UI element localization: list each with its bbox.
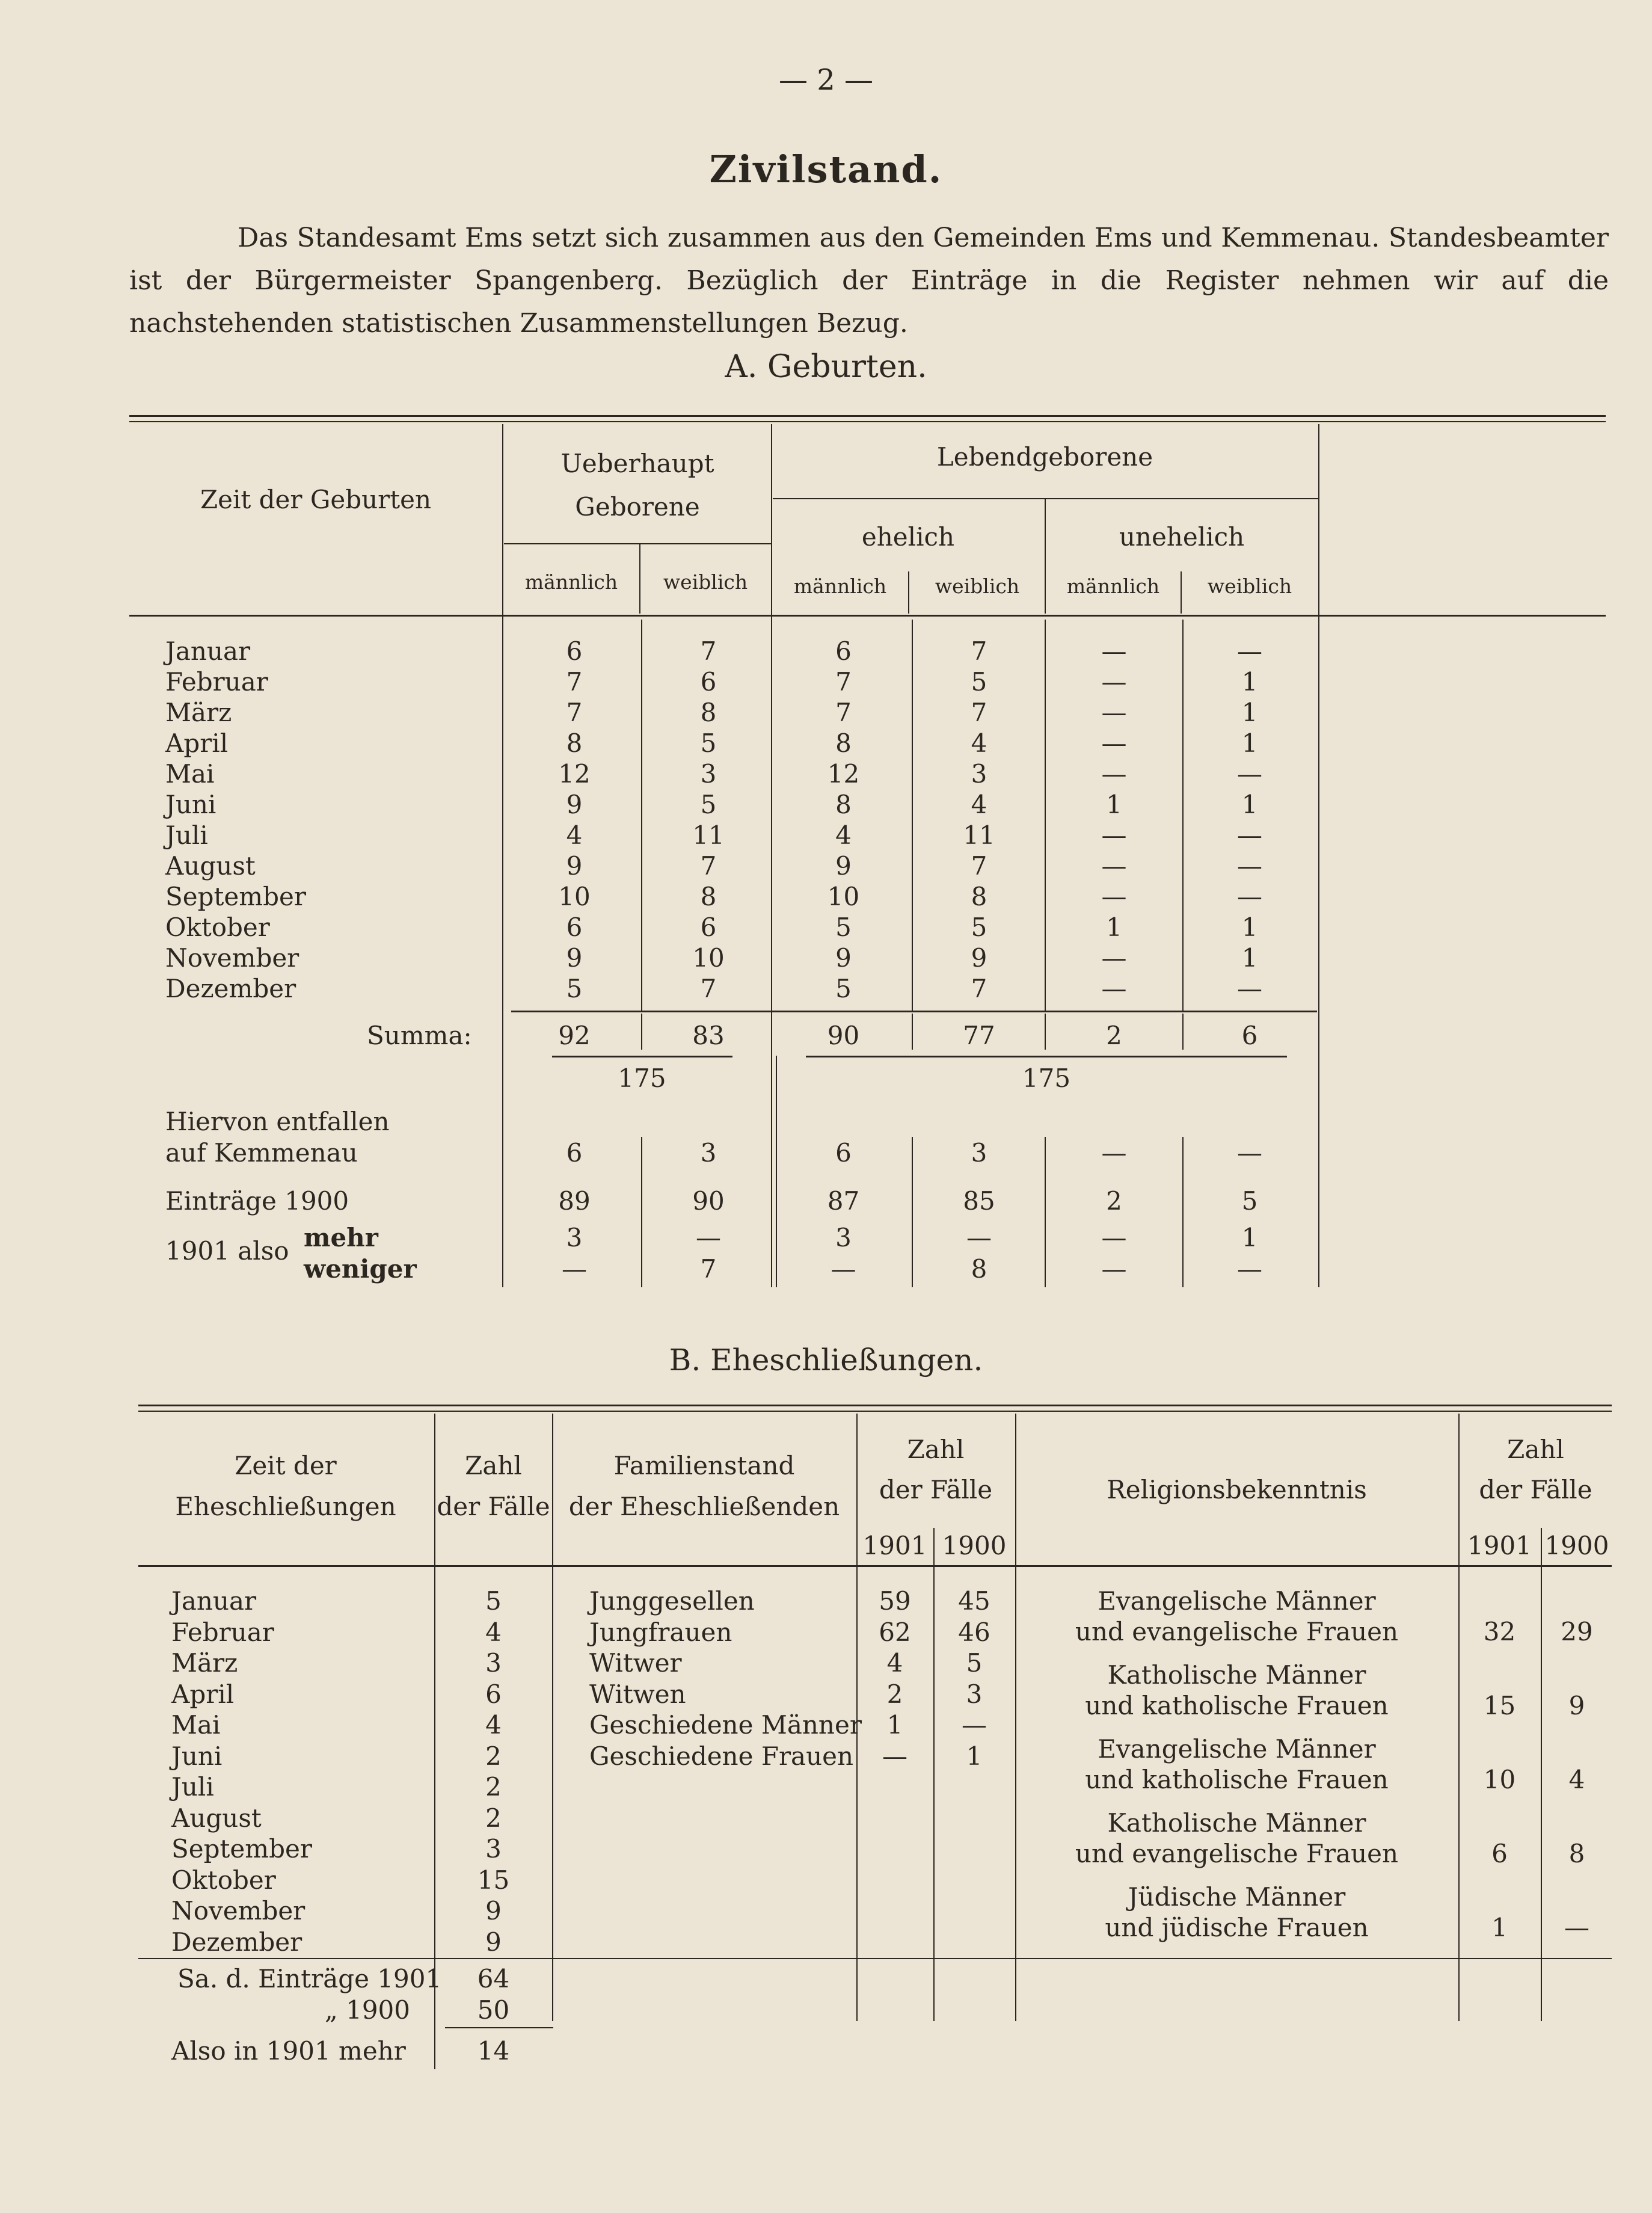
marriage-month-count: 5 [485, 1586, 502, 1616]
family-status-label: Geschiedene Männer [589, 1710, 862, 1740]
religion-count-a: 6 [1491, 1839, 1508, 1868]
births-cell-lm: 8 [835, 790, 852, 819]
births-cell-tf: 7 [700, 851, 717, 881]
column-divider [1318, 424, 1319, 1287]
more-total-female: — [696, 1223, 721, 1252]
entries-1900-label: Einträge 1900 [165, 1186, 349, 1216]
births-month-label: September [165, 882, 306, 911]
religion-label-line2: und katholische Frauen [1085, 1691, 1389, 1720]
marriage-month-count: 6 [485, 1679, 502, 1709]
births-month-label: März [165, 698, 232, 727]
marriage-month-label: August [171, 1803, 262, 1833]
births-cell-lm: 10 [827, 882, 860, 911]
births-cell-tf: 7 [700, 636, 717, 666]
births-cell-uf: — [1237, 636, 1262, 666]
header-count: der Fälle [437, 1492, 550, 1521]
more-illegit-female: 1 [1241, 1223, 1258, 1252]
rule [138, 1405, 1612, 1406]
header-living: Lebendgeborene [936, 442, 1153, 472]
births-cell-um: — [1101, 728, 1127, 758]
rule [773, 498, 1318, 499]
births-month-label: November [165, 943, 299, 973]
births-month-label: April [165, 728, 229, 758]
marriage-month-count: 2 [485, 1803, 502, 1833]
births-cell-lf: 7 [971, 851, 987, 881]
summa-legit-male: 90 [827, 1021, 860, 1050]
births-cell-tm: 4 [566, 820, 583, 850]
births-cell-lm: 7 [835, 698, 852, 727]
births-cell-tf: 10 [692, 943, 725, 973]
births-cell-uf: 1 [1241, 667, 1258, 697]
rule [445, 2027, 553, 2028]
summa-illegit-male: 2 [1106, 1021, 1122, 1050]
column-divider [639, 544, 640, 614]
more-value: 14 [477, 2036, 510, 2066]
births-cell-um: — [1101, 820, 1127, 850]
family-status-count-a: 59 [879, 1586, 911, 1616]
religion-count-a: 1 [1491, 1913, 1508, 1942]
family-status-count-b: — [962, 1710, 987, 1740]
religion-label-line1: Katholische Männer [1107, 1808, 1366, 1838]
births-cell-lm: 5 [835, 913, 852, 942]
kemmenau-total-female: 3 [700, 1138, 717, 1168]
header-male: männlich [524, 570, 618, 594]
religion-label-line2: und evangelische Frauen [1075, 1617, 1399, 1646]
religion-label-line1: Evangelische Männer [1098, 1586, 1376, 1616]
intro-paragraph [129, 217, 1609, 345]
total-living: 175 [1022, 1063, 1071, 1093]
births-cell-um: — [1101, 636, 1127, 666]
summa-label: Summa: [367, 1021, 472, 1050]
e1900-illegit-male: 2 [1106, 1186, 1122, 1216]
marriage-month-count: 15 [477, 1865, 510, 1895]
births-cell-lf: 5 [971, 667, 987, 697]
column-divider [908, 571, 909, 614]
column-divider [502, 424, 503, 1287]
births-cell-um: 1 [1106, 790, 1122, 819]
header-time: Eheschließungen [175, 1492, 396, 1521]
births-cell-lm: 7 [835, 667, 852, 697]
header-time: Zeit der [235, 1451, 337, 1480]
births-cell-uf: — [1237, 882, 1262, 911]
e1900-total-male: 89 [558, 1186, 591, 1216]
brace [552, 1056, 732, 1057]
religion-count-b: 4 [1568, 1765, 1585, 1794]
header-female: weiblich [935, 574, 1020, 598]
marriage-month-label: Juni [171, 1741, 223, 1771]
births-month-label: Mai [165, 759, 215, 789]
family-status-count-b: 5 [966, 1648, 983, 1678]
births-cell-um: — [1101, 974, 1127, 1003]
kemmenau-label: Hiervon entfallen [165, 1107, 390, 1136]
family-status-label: Geschiedene Frauen [589, 1741, 854, 1771]
births-month-label: August [165, 851, 256, 881]
births-cell-tf: 6 [700, 667, 717, 697]
column-divider [1045, 498, 1046, 614]
header-female: weiblich [663, 570, 748, 594]
births-cell-um: — [1101, 851, 1127, 881]
rule [504, 543, 771, 544]
births-cell-lf: 3 [971, 759, 987, 789]
family-status-count-b: 3 [966, 1679, 983, 1709]
births-cell-lm: 9 [835, 943, 852, 973]
births-cell-um: — [1101, 667, 1127, 697]
births-cell-tf: 5 [700, 728, 717, 758]
column-divider [1181, 571, 1182, 614]
births-cell-lf: 5 [971, 913, 987, 942]
kemmenau-label: auf Kemmenau [165, 1138, 358, 1168]
less-total-male: — [562, 1254, 587, 1284]
family-status-count-b: 45 [958, 1586, 990, 1616]
kemmenau-illegit-male: — [1101, 1138, 1127, 1168]
more-total-male: 3 [566, 1223, 583, 1252]
marriage-month-count: 2 [485, 1741, 502, 1771]
header-year-1900: 1900 [1544, 1531, 1609, 1560]
births-cell-uf: 1 [1241, 943, 1258, 973]
family-status-label: Jungfrauen [589, 1617, 732, 1647]
header-count: der Fälle [879, 1475, 993, 1504]
births-cell-tf: 5 [700, 790, 717, 819]
family-status-count-b: 46 [958, 1617, 990, 1647]
kemmenau-illegit-female: — [1237, 1138, 1262, 1168]
births-cell-tm: 10 [558, 882, 591, 911]
births-cell-lf: 8 [971, 882, 987, 911]
header-illegit: unehelich [1119, 522, 1245, 552]
header-family: Familienstand [613, 1451, 795, 1480]
header-year-1901: 1901 [862, 1531, 927, 1560]
births-cell-tm: 6 [566, 913, 583, 942]
births-month-label: Oktober [165, 913, 270, 942]
header-male: männlich [793, 574, 887, 598]
brace [806, 1056, 1287, 1057]
religion-label-line1: Evangelische Männer [1098, 1734, 1376, 1764]
births-cell-tm: 7 [566, 698, 583, 727]
births-cell-um: — [1101, 882, 1127, 911]
births-cell-lf: 11 [963, 820, 995, 850]
sum1900-label: „ 1900 [325, 1995, 410, 2025]
births-cell-um: — [1101, 943, 1127, 973]
births-month-label: Juli [165, 820, 208, 850]
summa-total-female: 83 [692, 1021, 725, 1050]
births-cell-uf: — [1237, 759, 1262, 789]
rule [511, 1011, 1317, 1012]
page-title: Zivilstand. [709, 147, 943, 191]
less-legit-female: 8 [971, 1254, 987, 1284]
marriage-month-label: November [171, 1896, 306, 1925]
kemmenau-legit-male: 6 [835, 1138, 852, 1168]
births-heading: A. Geburten. [725, 349, 927, 385]
births-cell-tm: 9 [566, 851, 583, 881]
intro-text: Das Standesamt Ems setzt sich zusammen aus den Gemeinden Ems und Kemmenau. Standesbeamter ist der Bürgermeister Spangenberg. Bezüglich der Einträge in die Register nehmen wir auf die nachstehenden statistischen Zusammenstellungen Bezug. [129, 223, 1609, 339]
births-cell-lf: 4 [971, 790, 987, 819]
marriage-month-count: 3 [485, 1648, 502, 1678]
births-cell-lm: 12 [827, 759, 860, 789]
family-status-count-a: 4 [886, 1648, 903, 1678]
births-cell-uf: — [1237, 820, 1262, 850]
marriage-month-label: September [171, 1834, 312, 1864]
religion-count-b: 29 [1561, 1617, 1593, 1646]
births-cell-lf: 9 [971, 943, 987, 973]
births-month-label: Dezember [165, 974, 296, 1003]
less-label: weniger [304, 1254, 417, 1284]
family-status-count-a: 2 [886, 1679, 903, 1709]
births-cell-tf: 8 [700, 698, 717, 727]
family-status-count-a: — [882, 1741, 907, 1771]
births-cell-lf: 7 [971, 636, 987, 666]
births-cell-um: 1 [1106, 913, 1122, 942]
marriage-month-label: Mai [171, 1710, 221, 1740]
rule [129, 415, 1606, 417]
marriage-month-label: April [171, 1679, 235, 1709]
marriage-month-label: Juli [171, 1772, 214, 1802]
header-legit: ehelich [861, 522, 955, 552]
births-cell-uf: — [1237, 974, 1262, 1003]
e1900-illegit-female: 5 [1241, 1186, 1258, 1216]
marriage-month-count: 9 [485, 1896, 502, 1925]
births-cell-lm: 5 [835, 974, 852, 1003]
births-cell-um: — [1101, 759, 1127, 789]
births-cell-uf: 1 [1241, 790, 1258, 819]
marriage-month-label: Februar [171, 1617, 274, 1647]
family-status-label: Witwer [589, 1648, 682, 1678]
family-status-count-a: 1 [886, 1710, 903, 1740]
less-illegit-female: — [1237, 1254, 1262, 1284]
kemmenau-legit-female: 3 [971, 1138, 987, 1168]
header-count: der Fälle [1479, 1475, 1592, 1504]
more-legit-female: — [966, 1223, 992, 1252]
header-year-1901: 1901 [1467, 1531, 1532, 1560]
rule [138, 1411, 1612, 1412]
births-cell-uf: 1 [1241, 913, 1258, 942]
header-year-1900: 1900 [942, 1531, 1007, 1560]
summa-legit-female: 77 [963, 1021, 995, 1050]
births-cell-uf: 1 [1241, 728, 1258, 758]
births-cell-tm: 12 [558, 759, 591, 789]
births-cell-lm: 4 [835, 820, 852, 850]
header-female: weiblich [1207, 574, 1292, 598]
more-legit-male: 3 [835, 1223, 852, 1252]
header-male: männlich [1066, 574, 1160, 598]
kemmenau-total-male: 6 [566, 1138, 583, 1168]
births-cell-lm: 9 [835, 851, 852, 881]
marriage-month-label: März [171, 1648, 238, 1678]
religion-label-line2: und jüdische Frauen [1105, 1913, 1369, 1942]
marriage-month-count: 4 [485, 1710, 502, 1740]
family-status-count-b: 1 [966, 1741, 983, 1771]
total-born: 175 [618, 1063, 666, 1093]
marriage-month-count: 2 [485, 1772, 502, 1802]
header-total: Ueberhaupt Geborene [560, 449, 714, 522]
sum1900-value: 50 [477, 1995, 510, 2025]
religion-label-line2: und evangelische Frauen [1075, 1839, 1399, 1868]
marriage-month-label: Januar [171, 1586, 257, 1616]
births-cell-lm: 8 [835, 728, 852, 758]
marriage-month-label: Oktober [171, 1865, 276, 1895]
header-count: Zahl [907, 1435, 965, 1464]
births-month-label: Januar [165, 636, 251, 666]
births-cell-tm: 9 [566, 790, 583, 819]
also-label: 1901 also [165, 1236, 289, 1266]
religion-count-b: 8 [1568, 1839, 1585, 1868]
births-month-label: Juni [165, 790, 216, 819]
page-number: — 2 — [778, 63, 874, 97]
family-status-label: Witwen [589, 1679, 686, 1709]
e1900-legit-female: 85 [963, 1186, 995, 1216]
header-count: Zahl [1507, 1435, 1564, 1464]
more-label: mehr [304, 1223, 378, 1252]
religion-count-a: 32 [1483, 1617, 1516, 1646]
births-cell-lf: 7 [971, 974, 987, 1003]
summa-illegit-female: 6 [1241, 1021, 1258, 1050]
less-illegit-male: — [1101, 1254, 1127, 1284]
family-status-label: Junggesellen [589, 1586, 755, 1616]
e1900-legit-male: 87 [827, 1186, 860, 1216]
rule [138, 1958, 1612, 1959]
births-cell-tf: 8 [700, 882, 717, 911]
births-cell-tf: 6 [700, 913, 717, 942]
religion-count-a: 10 [1483, 1765, 1516, 1794]
family-status-count-a: 62 [879, 1617, 911, 1647]
religion-label-line1: Jüdische Männer [1128, 1882, 1346, 1912]
births-cell-tm: 8 [566, 728, 583, 758]
more-illegit-male: — [1101, 1223, 1127, 1252]
header-count: Zahl [465, 1451, 522, 1480]
religion-label-line1: Katholische Männer [1107, 1660, 1366, 1690]
religion-label-line2: und katholische Frauen [1085, 1765, 1389, 1794]
rule [434, 1958, 552, 1959]
births-cell-tf: 11 [692, 820, 725, 850]
births-cell-um: — [1101, 698, 1127, 727]
rule [138, 1565, 1612, 1567]
header-family: der Eheschließenden [568, 1492, 840, 1521]
marriage-month-count: 3 [485, 1834, 502, 1864]
sum1901-label: Sa. d. Einträge 1901 [177, 1964, 442, 1993]
births-cell-uf: — [1237, 851, 1262, 881]
e1900-total-female: 90 [692, 1186, 725, 1216]
births-cell-lm: 6 [835, 636, 852, 666]
header-time: Zeit der Geburten [200, 485, 432, 514]
more-label: Also in 1901 mehr [171, 2036, 406, 2066]
marriage-month-label: Dezember [171, 1927, 302, 1957]
births-cell-tf: 7 [700, 974, 717, 1003]
births-cell-tm: 5 [566, 974, 583, 1003]
rule [129, 421, 1606, 422]
marriage-month-count: 9 [485, 1927, 502, 1957]
religion-count-a: 15 [1483, 1691, 1516, 1720]
marriage-month-count: 4 [485, 1617, 502, 1647]
births-month-label: Februar [165, 667, 268, 697]
header-religion: Religionsbekenntnis [1107, 1475, 1367, 1504]
sum1901-value: 64 [477, 1964, 510, 1993]
less-total-female: 7 [700, 1254, 717, 1284]
births-cell-tf: 3 [700, 759, 717, 789]
births-cell-lf: 7 [971, 698, 987, 727]
births-cell-tm: 6 [566, 636, 583, 666]
religion-count-b: — [1564, 1913, 1589, 1942]
summa-total-male: 92 [558, 1021, 591, 1050]
births-cell-lf: 4 [971, 728, 987, 758]
births-cell-tm: 9 [566, 943, 583, 973]
less-legit-male: — [831, 1254, 856, 1284]
religion-count-b: 9 [1568, 1691, 1585, 1720]
rule [129, 615, 1606, 617]
births-cell-tm: 7 [566, 667, 583, 697]
births-cell-uf: 1 [1241, 698, 1258, 727]
marriages-heading: B. Eheschließungen. [669, 1343, 983, 1377]
